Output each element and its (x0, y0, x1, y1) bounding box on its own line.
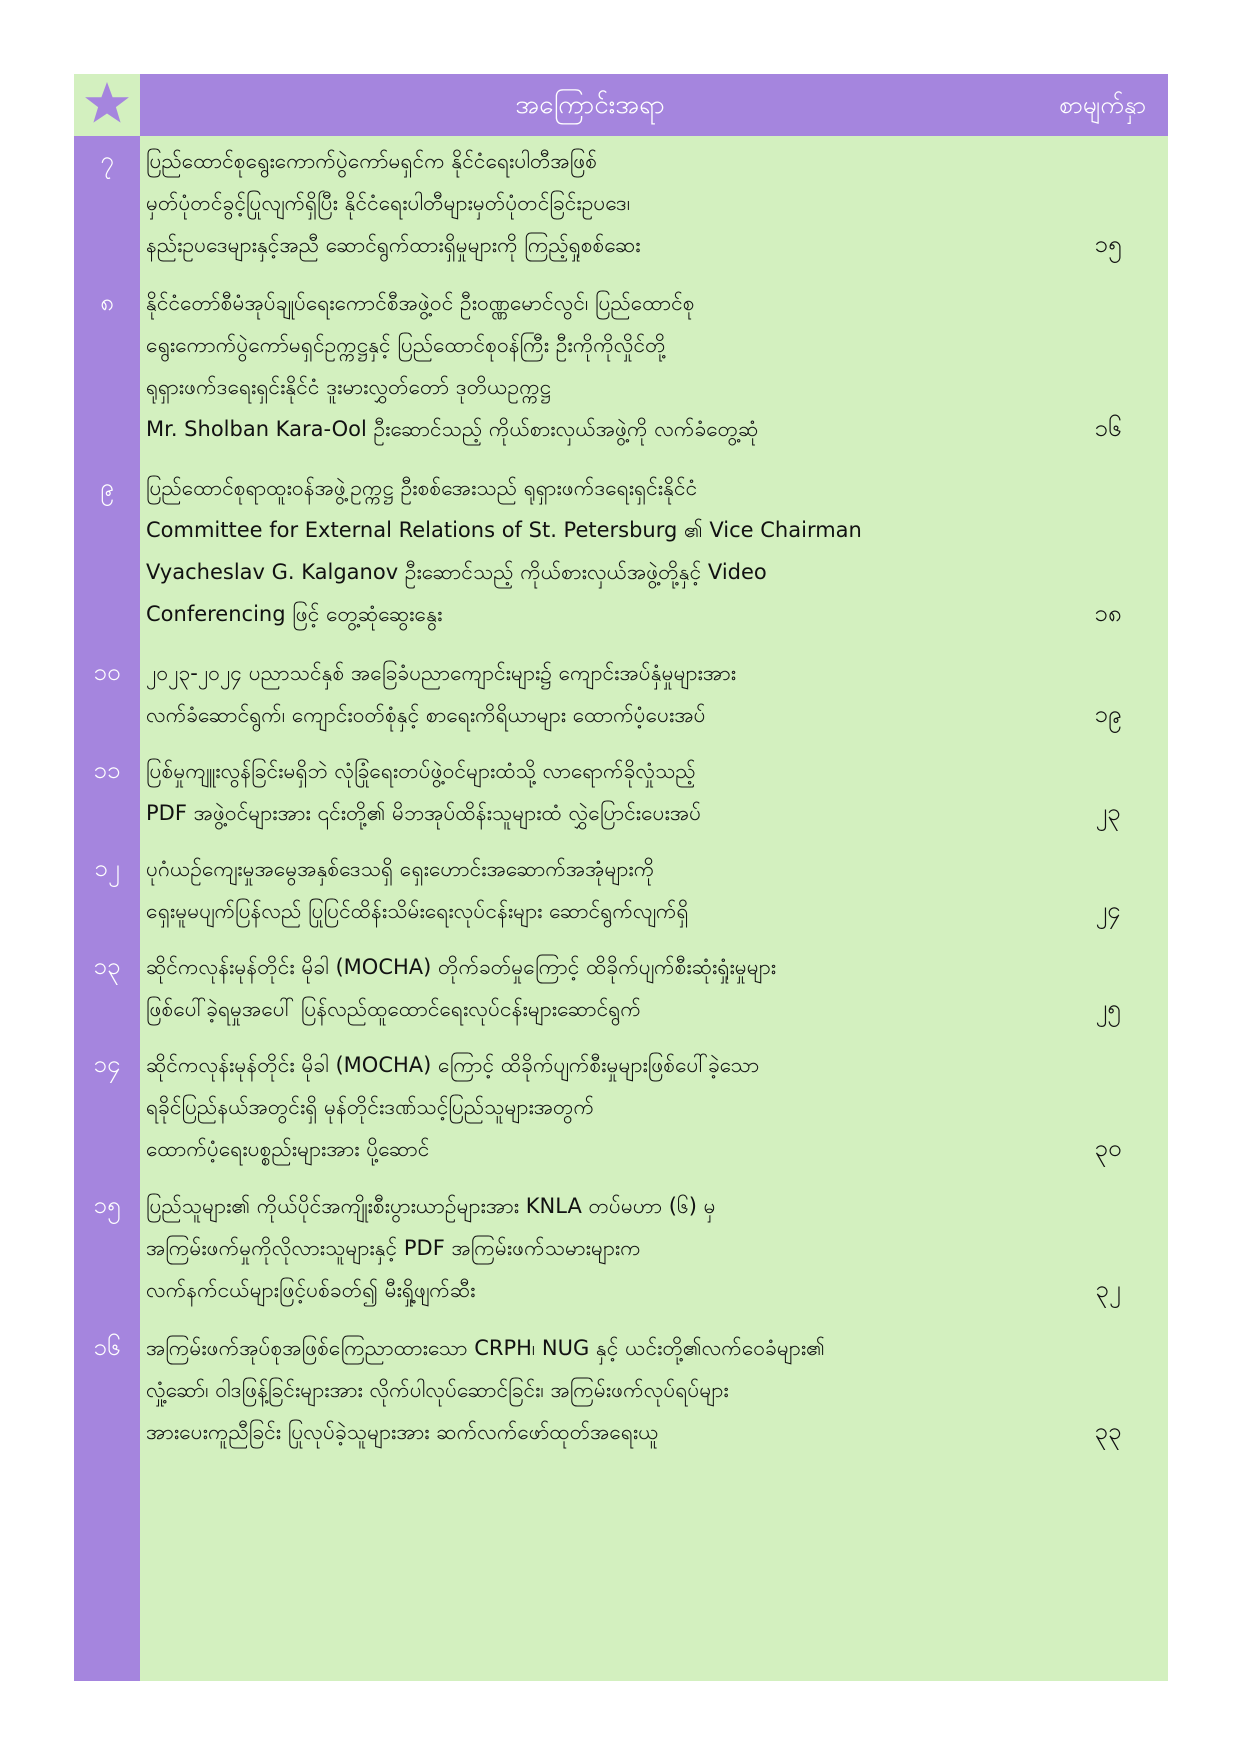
entry-text (146, 1185, 1046, 1311)
entry-number: ၇ (100, 146, 114, 174)
entry-text (146, 750, 1046, 834)
number-column (74, 136, 140, 1681)
toc-header (74, 74, 1168, 136)
entry-line: Committee for External Relations of St. Petersburg ၏ Vice Chairman (146, 518, 862, 542)
entry-line: ပြည်ထောင်စုရာထူးဝန်အဖွဲ့ဥက္ကဋ္ဌ ဦးစစ်အေးသည် ရုရှားဖက်ဒရေးရှင်းနိုင်ငံ (146, 476, 698, 500)
entry-number: ၈ (100, 288, 114, 316)
entry-text (146, 282, 1046, 450)
entry-line: လက်နက်ငယ်များဖြင့်ပစ်ခတ်၍ မီးရှို့ဖျက်ဆီး (146, 1278, 476, 1302)
entry-page-number: ၁၆ (1094, 414, 1122, 442)
entry-line: ၂၀၂၃-၂၀၂၄ ပညာသင်နှစ် အခြေခံပညာကျောင်းများ၌ ကျောင်းအပ်နှံမှုများအား (146, 661, 737, 685)
entry-line: ရွေးကောက်ပွဲကော်မရှင်ဥက္ကဋ္ဌနှင့် ပြည်ထောင်စုဝန်ကြီး ဦးကိုကိုလှိုင်တို့ (146, 333, 666, 357)
page-column-label: စာမျက်နှာ (1059, 91, 1146, 119)
entry-line: ဆိုင်ကလုန်းမုန်တိုင်း မိုခါ (MOCHA) တိုက်ခတ်မှုကြောင့် ထိခိုက်ပျက်စီးဆုံးရှုံးမှုများ (146, 955, 777, 979)
entry-line: အကြမ်းဖက်မှုကိုလိုလားသူများနှင့် PDF အကြမ်းဖက်သမားများက (146, 1236, 641, 1260)
entry-line: Mr. Sholban Kara-Ool ဦးဆောင်သည့် ကိုယ်စားလှယ်အဖွဲ့ကို လက်ခံတွေ့ဆုံ (146, 417, 759, 441)
table-of-contents (74, 74, 1168, 1681)
entry-line: Vyacheslav G. Kalganov ဦးဆောင်သည့် ကိုယ်စားလှယ်အဖွဲ့တို့နှင့် Video (146, 560, 767, 584)
entry-page-number: ၂၅ (1095, 994, 1121, 1022)
entry-line: အကြမ်းဖက်အုပ်စုအဖြစ်ကြေညာထားသော CRPH၊ NUG နှင့် ယင်းတို့၏လက်ဝေခံများ၏ (146, 1336, 825, 1360)
entry-page-number: ၂၃ (1095, 798, 1121, 826)
entry-number: ၁၂ (94, 854, 120, 882)
entry-line: ရခိုင်ပြည်နယ်အတွင်းရှိ မုန်တိုင်းဒဏ်သင့်ပြည်သူများအတွက် (146, 1095, 595, 1119)
entry-text (146, 652, 1046, 736)
toc-title: အကြောင်းအရာ (515, 90, 665, 120)
entry-line: မှတ်ပုံတင်ခွင့်ပြုလျက်ရှိပြီး နိုင်ငံရေးပါတီများမှတ်ပုံတင်ခြင်းဥပဒေ၊ (146, 191, 631, 215)
entry-line: နည်းဥပဒေများနှင့်အညီ ဆောင်ရွက်ထားရှိမှုများကို ကြည့်ရှုစစ်ဆေး (146, 233, 641, 257)
entry-text (146, 848, 1046, 932)
entry-text (146, 140, 1046, 266)
entry-line: ရုရှားဖက်ဒရေးရှင်းနိုင်ငံ ဒူးမားလွှတ်တော် ဒုတိယဥက္ကဋ္ဌ (146, 375, 552, 399)
star-cell (74, 74, 140, 136)
entry-number: ၁၀ (93, 658, 121, 686)
entry-line: ထောက်ပံ့ရေးပစ္စည်းများအား ပို့ဆောင် (146, 1137, 430, 1161)
entry-text (146, 1327, 1046, 1453)
entry-line: Conferencing ဖြင့် တွေ့ဆုံဆွေးနွေး (146, 602, 443, 626)
entry-line: လှုံ့ဆော်၊ ဝါဒဖြန့်ခြင်းများအား လိုက်ပါလုပ်ဆောင်ခြင်း၊ အကြမ်းဖက်လုပ်ရပ်များ (146, 1378, 729, 1402)
entry-line: PDF အဖွဲ့ဝင်များအား ၎င်းတို့၏ မိဘအုပ်ထိန်းသူများထံ လွှဲပြောင်းပေးအပ် (146, 801, 702, 825)
entry-line: လက်ခံဆောင်ရွက်၊ ကျောင်းဝတ်စုံနှင့် စာရေးကိရိယာများ ထောက်ပံ့ပေးအပ် (146, 703, 706, 727)
entry-number: ၁၆ (93, 1333, 121, 1361)
entry-line: ရှေးမူမပျက်ပြန်လည် ပြုပြင်ထိန်းသိမ်းရေးလုပ်ငန်းများ ဆောင်ရွက်လျက်ရှိ (146, 899, 689, 923)
entry-page-number: ၁၅ (1094, 230, 1122, 258)
entry-text (146, 1044, 1046, 1170)
entry-page-number: ၃၂ (1095, 1275, 1121, 1303)
entry-line: အားပေးကူညီခြင်း ပြုလုပ်ခဲ့သူများအား ဆက်လက်ဖော်ထုတ်အရေးယူ (146, 1420, 659, 1444)
entry-page-number: ၁၉ (1094, 700, 1122, 728)
entry-number: ၉ (100, 473, 114, 501)
entry-number: ၁၄ (93, 1050, 121, 1078)
entry-line: ဆိုင်ကလုန်းမုန်တိုင်း မိုခါ (MOCHA) ကြောင့် ထိခိုက်ပျက်စီးမှုများဖြစ်ပေါ်ခဲ့သော (146, 1053, 760, 1077)
entry-number: ၁၃ (93, 952, 121, 980)
entry-line: ပုဂံယဉ်ကျေးမှုအမွေအနှစ်ဒေသရှိ ရှေးဟောင်းအဆောက်အအုံများကို (146, 857, 655, 881)
entry-number: ၁၅ (93, 1191, 121, 1219)
star-icon (83, 79, 131, 127)
entry-line: နိုင်ငံတော်စီမံအုပ်ချုပ်ရေးကောင်စီအဖွဲ့ဝင် ဦးဝဏ္ဏမောင်လွင်၊ ပြည်ထောင်စု (146, 291, 695, 315)
entry-page-number: ၁၈ (1094, 599, 1122, 627)
entry-line: ပြည်ထောင်စုရွေးကောက်ပွဲကော်မရှင်က နိုင်ငံရေးပါတီအဖြစ် (146, 149, 598, 173)
entry-page-number: ၂၄ (1095, 896, 1121, 924)
entry-line: ပြည်သူများ၏ ကိုယ်ပိုင်အကျိုးစီးပွားယာဉ်များအား KNLA တပ်မဟာ (၆) မှ (146, 1194, 716, 1218)
entry-text (146, 946, 1046, 1030)
entry-number: ၁၁ (93, 756, 121, 784)
entry-page-number: ၃၃ (1094, 1417, 1122, 1445)
entry-page-number: ၃၀ (1094, 1134, 1122, 1162)
entry-text (146, 467, 1046, 635)
entry-line: ဖြစ်ပေါ်ခဲ့ရမှုအပေါ် ပြန်လည်ထူထောင်ရေးလုပ်ငန်းများဆောင်ရွက် (146, 997, 641, 1021)
entry-line: ပြစ်မှုကျူးလွန်ခြင်းမရှိဘဲ လုံခြုံရေးတပ်ဖွဲ့ဝင်များထံသို့ လာရောက်ခိုလှုံသည့် (146, 759, 696, 783)
